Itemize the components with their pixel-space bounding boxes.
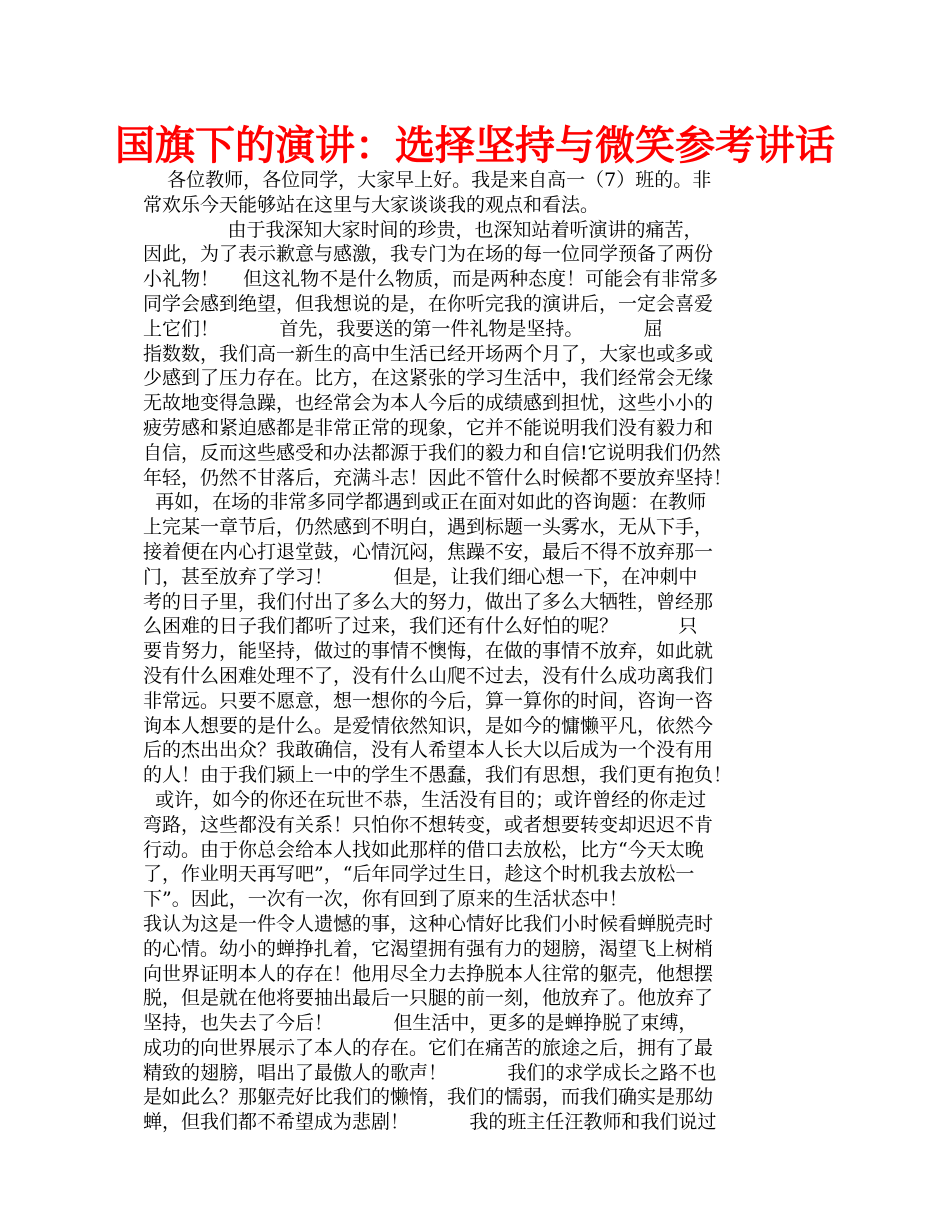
text-line: 各位教师，各位同学，大家早上好。我是来自高一（7）班的。非: [143, 169, 712, 191]
text-line: 的人！由于我们颍上一中的学生不愚蠢，我们有思想，我们更有抱负！: [143, 764, 733, 787]
text-line: 询本人想要的是什么。是爱情依然知识，是如今的慵懒平凡，依然今: [143, 714, 714, 737]
text-line: 的心情。幼小的蝉挣扎着，它渴望拥有强有力的翅膀，渴望飞上树梢: [143, 937, 714, 960]
text-line: 或许，如今的你还在玩世不恭，生活没有目的；或许曾经的你走过: [143, 788, 707, 811]
text-line: 自信，反而这些感受和办法都源于我们的毅力和自信!它说明我们仍然: [143, 441, 721, 464]
text-line: 年轻，仍然不甘落后，充满斗志！因此不管什么时候都不要放弃坚持！: [143, 466, 733, 489]
text-line: 成功的向世界展示了本人的存在。它们在痛苦的旅途之后，拥有了最: [143, 1036, 714, 1059]
text-line: 是如此么？那躯壳好比我们的懒惰，我们的懦弱，而我们确实是那幼: [143, 1086, 714, 1109]
document-body: [143, 168, 811, 1135]
text-line: 下”。因此，一次有一次，你有回到了原来的生活状态中！: [143, 888, 628, 911]
text-line: 坚持，也失去了今后！ 但生活中，更多的是蝉挣脱了束缚，: [143, 1012, 698, 1035]
text-line: 疲劳感和紧迫感都是非常正常的现象，它并不能说明我们没有毅力和: [143, 416, 714, 439]
text-line: 考的日子里，我们付出了多么大的努力，做出了多么大牺牲，曾经那: [143, 590, 714, 613]
text-line: 精致的翅膀，唱出了最傲人的歌声！ 我们的求学成长之路不也: [143, 1061, 717, 1084]
text-line: 上它们！ 首先，我要送的第一件礼物是坚持。 屈: [143, 317, 663, 340]
text-line: 因此，为了表示歉意与感激，我专门为在场的每一位同学预备了两份: [143, 243, 714, 266]
text-line: 常欢乐今天能够站在这里与大家谈谈我的观点和看法。: [143, 193, 600, 216]
text-line: 指数数，我们高一新生的高中生活已经开场两个月了，大家也或多或: [143, 342, 714, 365]
text-line: 接着便在内心打退堂鼓，心情沉闷，焦躁不安，最后不得不放弃那一: [143, 540, 714, 563]
text-line: 了，作业明天再写吧”，“后年同学过生日，趁这个时机我去放松一: [143, 863, 695, 886]
document-title: 国旗下的演讲：选择坚持与微笑参考讲话: [115, 123, 835, 169]
text-line: 蝉，但我们都不希望成为悲剧！ 我的班主任汪教师和我们说过: [143, 1111, 717, 1134]
text-line: 要肯努力，能坚持，做过的事情不懊悔，在做的事情不放弃，如此就: [143, 640, 714, 663]
text-line: 再如，在场的非常多同学都遇到或正在面对如此的咨询题：在教师: [143, 491, 707, 514]
text-line: 后的杰出出众？我敢确信，没有人希望本人长大以后成为一个没有用: [143, 739, 714, 762]
text-line: 脱，但是就在他将要抽出最后一只腿的前一刻，他放弃了。他放弃了: [143, 987, 714, 1010]
text-line: 非常远。只要不愿意，想一想你的今后，算一算你的时间，咨询一咨: [143, 689, 714, 712]
text-line: 上完某一章节后，仍然感到不明白，遇到标题一头雾水，无从下手，: [143, 516, 714, 539]
text-line: 由于我深知大家时间的珍贵，也深知站着听演讲的痛苦，: [143, 218, 703, 241]
text-line: 向世界证明本人的存在！他用尽全力去挣脱本人往常的躯壳，他想摆: [143, 962, 714, 985]
text-line: 同学会感到绝望，但我想说的是，在你听完我的演讲后，一定会喜爱: [143, 292, 714, 315]
text-line: 行动。由于你总会给本人找如此那样的借口去放松，比方“今天太晚: [143, 838, 704, 861]
text-line: 无故地变得急躁，也经常会为本人今后的成绩感到担忧，这些小小的: [143, 392, 714, 415]
text-line: 门，甚至放弃了学习！ 但是，让我们细心想一下，在冲刺中: [143, 565, 698, 588]
text-line: 么困难的日子我们都听了过来，我们还有什么好怕的呢？ 只: [143, 615, 698, 638]
text-line: 没有什么困难处理不了，没有什么山爬不过去，没有什么成功离我们: [143, 664, 714, 687]
text-line: 少感到了压力存在。比方，在这紧张的学习生活中，我们经常会无缘: [143, 367, 714, 390]
text-line: 我认为这是一件令人遗憾的事，这种心情好比我们小时候看蝉脱壳时: [143, 912, 714, 935]
text-line: 小礼物！ 但这礼物不是什么物质，而是两种态度！可能会有非常多: [143, 268, 719, 291]
text-line: 弯路，这些都没有关系！只怕你不想转变，或者想要转变却迟迟不肯: [143, 813, 714, 836]
